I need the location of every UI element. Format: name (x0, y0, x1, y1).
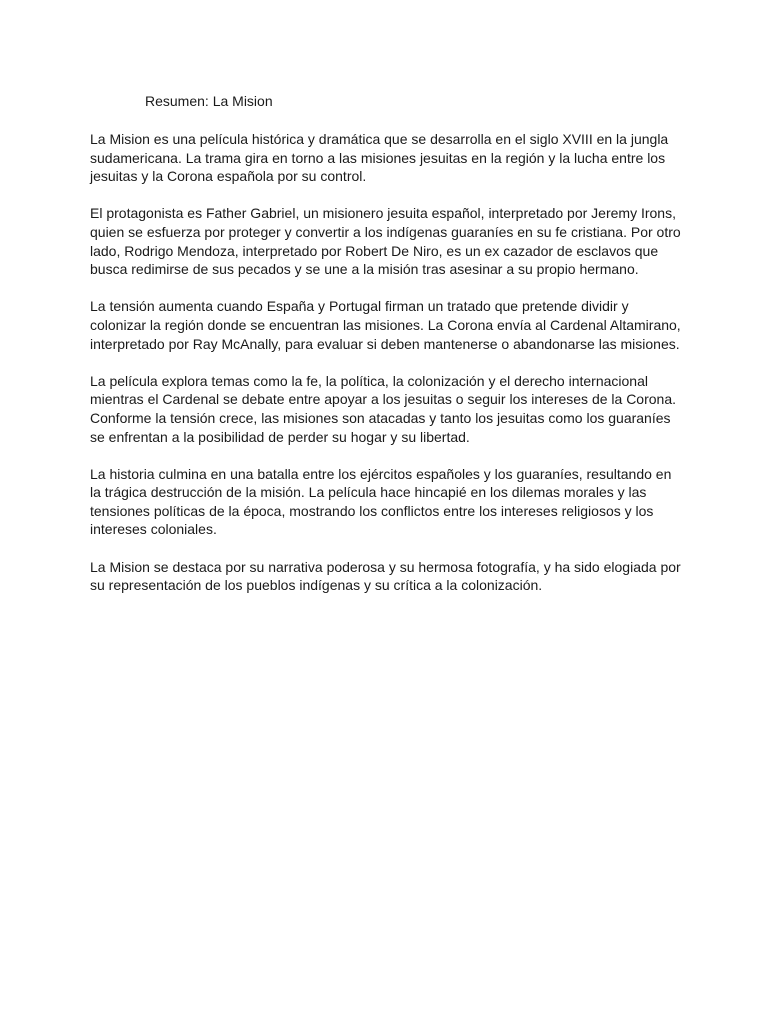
paragraph-climax (90, 465, 682, 539)
paragraph-line: La tensión aumenta cuando España y Portugal firman un tratado que pretende dividir y (90, 298, 629, 315)
document-body (90, 130, 682, 613)
paragraph-themes (90, 372, 682, 446)
paragraph-line: tensiones políticas de la época, mostrando los conflictos entre los intereses religiosos y los (90, 502, 654, 519)
paragraph-line: quien se esfuerza por proteger y convertir a los indígenas guaraníes en su fe cristiana. Por otro (90, 223, 681, 240)
paragraph-protagonists (90, 204, 682, 278)
paragraph-line: El protagonista es Father Gabriel, un misionero jesuita español, interpretado por Jeremy Irons, (90, 205, 676, 222)
document-title: Resumen: La Mision (145, 93, 273, 109)
paragraph-line: Conforme la tensión crece, las misiones son atacadas y tanto los jesuitas como los guaraníes (90, 409, 671, 426)
paragraph-line: La película explora temas como la fe, la política, la colonización y el derecho internacional (90, 372, 648, 389)
paragraph-tension (90, 297, 682, 353)
paragraph-line: su representación de los pueblos indígenas y su crítica a la colonización. (90, 577, 543, 594)
paragraph-line: jesuitas y la Corona española por su control. (90, 168, 367, 185)
paragraph-line: la trágica destrucción de la misión. La película hace hincapié en los dilemas morales y las (90, 484, 647, 501)
paragraph-line: intereses coloniales. (90, 521, 217, 538)
paragraph-line: colonizar la región donde se encuentran las misiones. La Corona envía al Cardenal Altamirano, (90, 316, 681, 333)
paragraph-line: sudamericana. La trama gira en torno a las misiones jesuitas en la región y la lucha entre los (90, 149, 666, 166)
paragraph-line: La Mision se destaca por su narrativa poderosa y su hermosa fotografía, y ha sido elogiada por (90, 558, 681, 575)
paragraph-line: La Mision es una película histórica y dramática que se desarrolla en el siglo XVIII en la jungla (90, 131, 669, 147)
paragraph-line: busca redimirse de sus pecados y se une a la misión tras asesinar a su propio hermano. (90, 261, 639, 278)
paragraph-line: interpretado por Ray McAnally, para evaluar si deben mantenerse o abandonarse las misiones. (90, 335, 680, 352)
paragraph-conclusion (90, 558, 682, 595)
paragraph-line: lado, Rodrigo Mendoza, interpretado por Robert De Niro, es un ex cazador de esclavos que (90, 242, 659, 259)
paragraph-line: mientras el Cardenal se debate entre apoyar a los jesuitas o seguir los intereses de la Corona. (90, 391, 676, 408)
paragraph-line: La historia culmina en una batalla entre los ejércitos españoles y los guaraníes, resultando en (90, 465, 672, 482)
paragraph-line: se enfrentan a la posibilidad de perder su hogar y su libertad. (90, 428, 470, 445)
paragraph-intro (90, 130, 682, 186)
